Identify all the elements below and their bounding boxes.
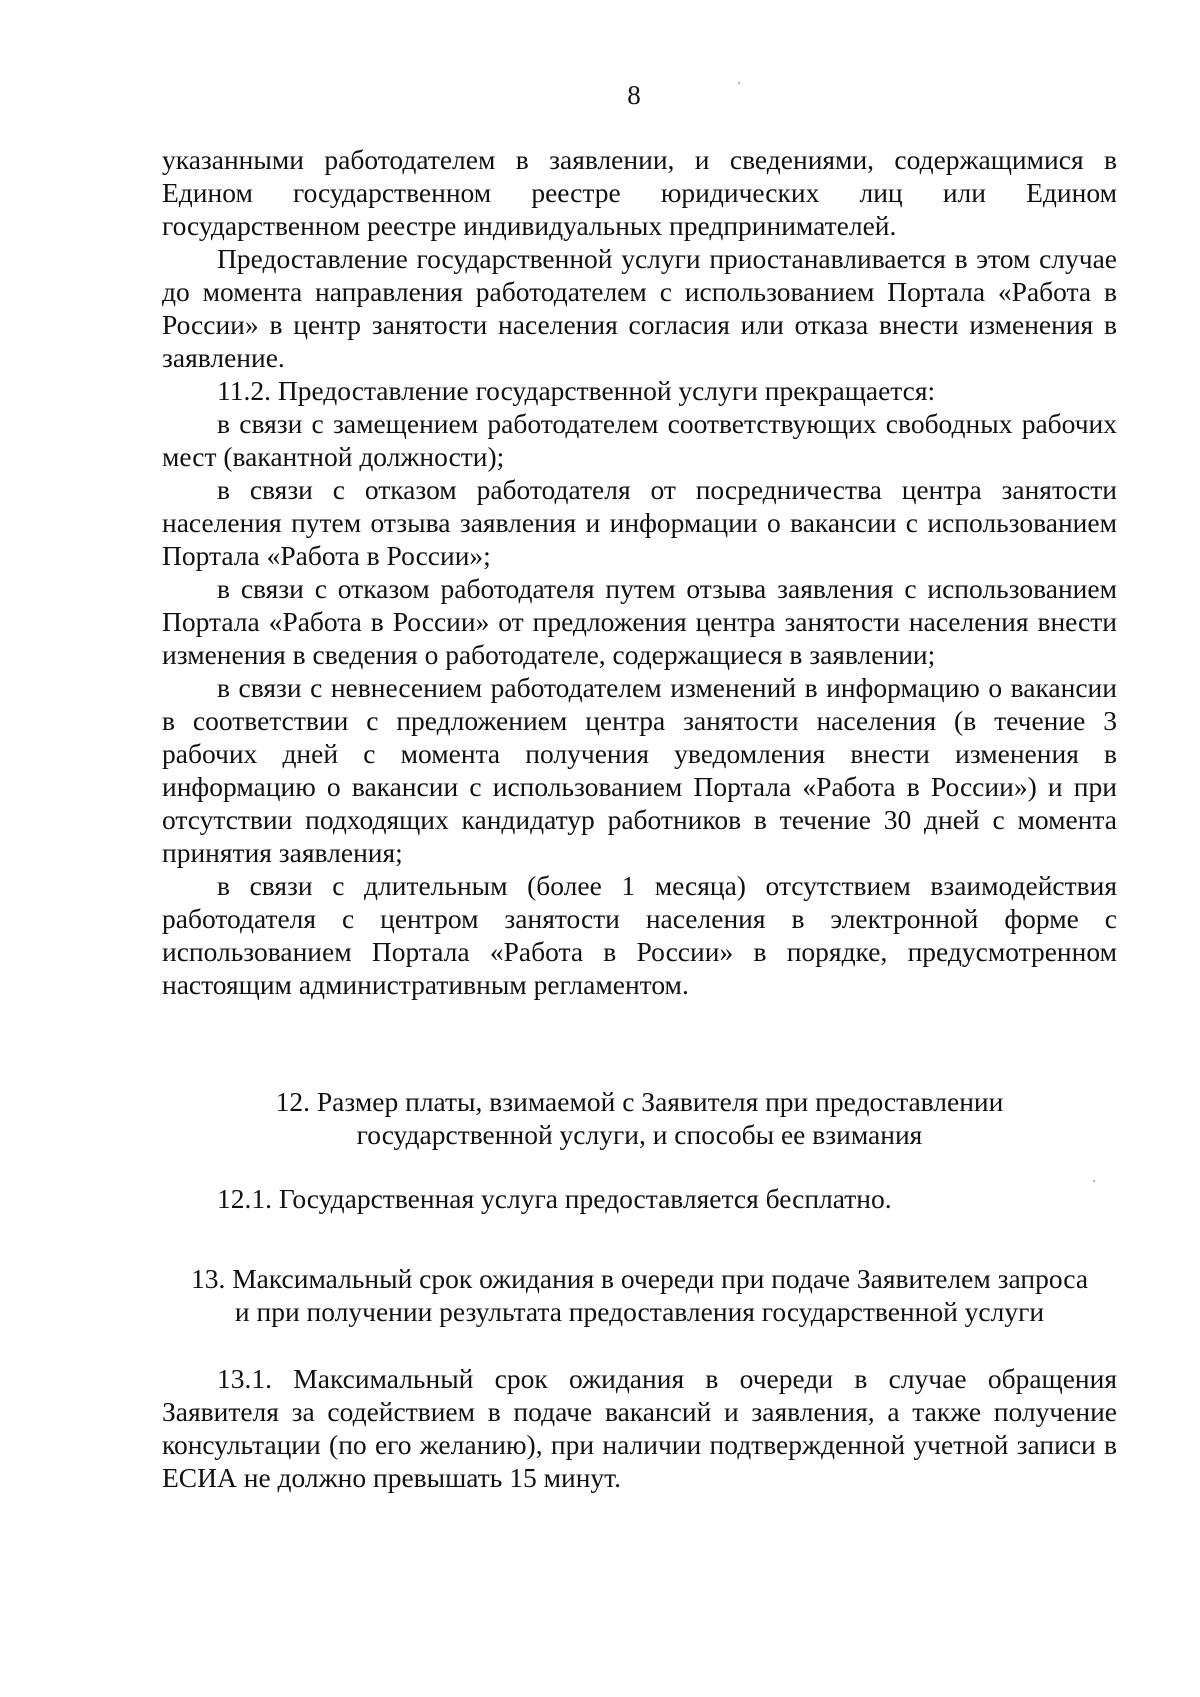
list-item-termination-2: в связи с отказом работодателя от посредничества центра занятости населения путем отзыва заявления и информации о вакансии с использованием Портала «Работа в России»; <box>162 474 1117 571</box>
section-12-heading-line-1: 12. Размер платы, взимаемой с Заявителя при предоставлении <box>275 1086 1004 1117</box>
item-12-1: 12.1. Государственная услуга предоставляется бесплатно. <box>217 1183 892 1214</box>
section-13-heading-line-1: 13. Максимальный срок ожидания в очереди при подаче Заявителем запроса <box>190 1263 1089 1294</box>
section-13-heading <box>162 1262 1117 1328</box>
list-item-termination-4: в связи с невнесением работодателем изменений в информацию о вакансии в соответствии с предложением центра занятости населения (в течение 3 рабочих дней с момента получения уведомления внести изменения в информацию о вакансии с использованием Портала «Работа в России») и при отсутствии подходящих кандидатур работников в течение 30 дней с момента принятия заявления; <box>162 672 1117 868</box>
list-item-termination-3: в связи с отказом работодателя путем отзыва заявления с использованием Портала «Работа в России» от предложения центра занятости населения внести изменения в сведения о работодателе, содержащиеся в заявлении; <box>162 573 1117 670</box>
list-item-termination-1: в связи с замещением работодателем соответствующих свободных рабочих мест (вакантной должности); <box>162 408 1117 472</box>
paragraph-suspension: Предоставление государственной услуги приостанавливается в этом случае до момента направления работодателем с использованием Портала «Работа в России» в центр занятости населения согласия или отказа внести изменения в заявление. <box>162 243 1117 373</box>
section-13-item <box>162 1362 1117 1494</box>
scan-speck <box>738 82 740 84</box>
scan-speck <box>1093 1180 1095 1182</box>
paragraph-11-2: 11.2. Предоставление государственной услуги прекращается: <box>217 375 936 406</box>
list-item-termination-5: в связи с длительным (более 1 месяца) отсутствием взаимодействия работодателя с центром занятости населения в электронной форме с использованием Портала «Работа в России» в порядке, предусмотренном настоящим административным регламентом. <box>162 870 1117 1000</box>
paragraph-continuation: указанными работодателем в заявлении, и сведениями, содержащимися в Едином государственном реестре юридических лиц или Едином государственном реестре индивидуальных предпринимателей. <box>162 144 1117 241</box>
section-12-item <box>162 1182 1117 1215</box>
page-number: 8 <box>627 80 641 110</box>
section-13-heading-line-2: и при получении результата предоставления государственной услуги <box>234 1296 1045 1327</box>
section-12-heading <box>162 1085 1117 1151</box>
body-text <box>162 143 1117 1001</box>
item-13-1: 13.1. Максимальный срок ожидания в очереди в случае обращения Заявителя за содействием в подаче вакансий и заявления, а также получение консультации (по его желанию), при наличии подтвержденной учетной записи в ЕСИА не должно превышать 15 минут. <box>162 1363 1117 1493</box>
section-12-heading-line-2: государственной услуги, и способы ее взимания <box>356 1119 923 1150</box>
